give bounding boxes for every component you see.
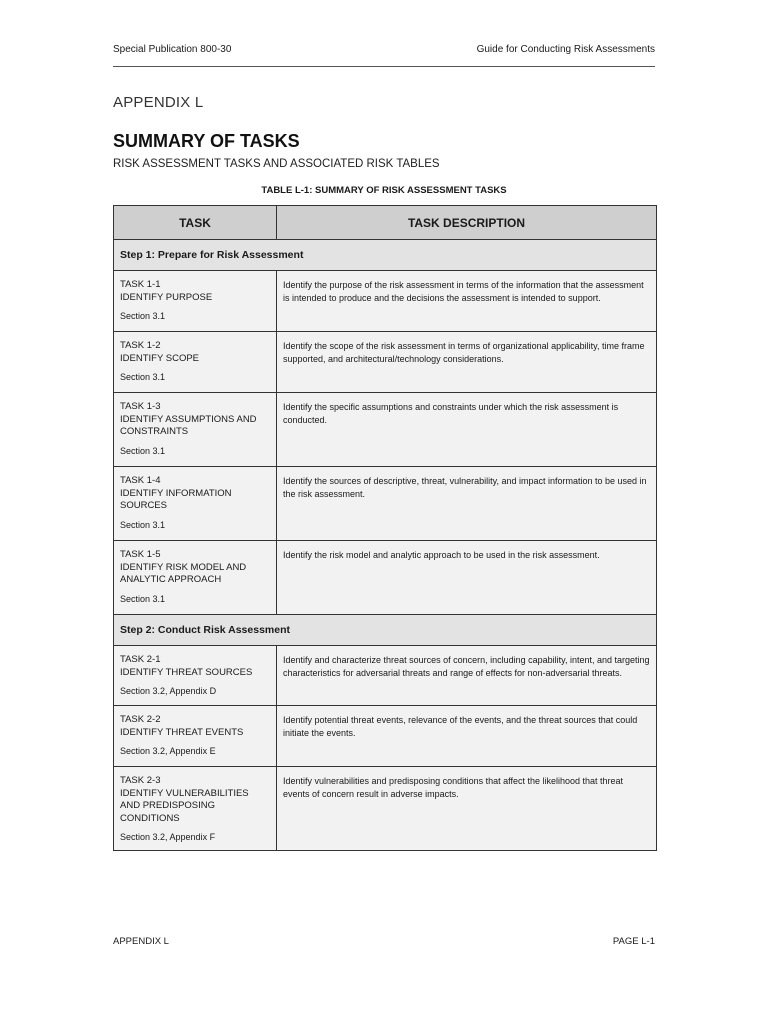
- task-cell: [114, 332, 277, 393]
- task-section: Section 3.2, Appendix F: [120, 832, 216, 842]
- task-section: Section 3.1: [120, 372, 166, 382]
- task-name: IDENTIFY VULNERABILITIES AND PREDISPOSING CONDITIONS: [120, 787, 249, 824]
- page-subtitle: RISK ASSESSMENT TASKS AND ASSOCIATED RISK TABLES: [113, 158, 440, 170]
- footer-appendix-label: APPENDIX L: [113, 936, 169, 947]
- document-title-label: Guide for Conducting Risk Assessments: [476, 44, 655, 55]
- task-cell: [114, 393, 277, 467]
- table-row: [114, 332, 657, 393]
- table-row: [114, 646, 657, 706]
- task-id: TASK 1-4: [120, 475, 161, 486]
- task-description: Identify the risk model and analytic approach to be used in the risk assessment.: [277, 541, 657, 615]
- step-title: Step 1: Prepare for Risk Assessment: [114, 240, 657, 271]
- table-row: [114, 393, 657, 467]
- task-section: Section 3.1: [120, 593, 166, 604]
- step-row: [114, 240, 657, 271]
- column-header-description: TASK DESCRIPTION: [277, 206, 657, 240]
- tasks-table-body: [114, 240, 657, 851]
- task-cell: [114, 541, 277, 615]
- task-description: Identify the sources of descriptive, threat, vulnerability, and impact information to be used in the risk assessment.: [277, 467, 657, 541]
- task-cell: [114, 467, 277, 541]
- table-row: [114, 541, 657, 615]
- task-cell: [114, 767, 277, 851]
- task-description: Identify and characterize threat sources of concern, including capability, intent, and targeting characteristics for adversarial threats and range of effects for non-adversarial threats.: [277, 646, 657, 706]
- task-id: TASK 2-1: [120, 654, 161, 665]
- task-name: IDENTIFY THREAT SOURCES: [120, 666, 253, 678]
- task-section: Section 3.1: [120, 519, 166, 530]
- task-id: TASK 1-3: [120, 401, 161, 412]
- task-name: IDENTIFY RISK MODEL AND ANALYTIC APPROACH: [120, 561, 247, 585]
- task-id: TASK 2-3: [120, 775, 161, 786]
- running-header: [113, 44, 655, 67]
- column-header-task: TASK: [114, 206, 277, 240]
- task-id: TASK 1-1: [120, 279, 161, 290]
- step-row: [114, 615, 657, 646]
- page-number: PAGE L-1: [612, 936, 655, 947]
- page-title: SUMMARY OF TASKS: [113, 131, 300, 151]
- task-cell: [114, 271, 277, 332]
- table-caption: TABLE L-1: SUMMARY OF RISK ASSESSMENT TASKS: [261, 185, 507, 196]
- task-id: TASK 2-2: [120, 714, 161, 725]
- task-name: IDENTIFY THREAT EVENTS: [120, 726, 244, 738]
- task-name: IDENTIFY SCOPE: [120, 352, 200, 364]
- task-name: IDENTIFY ASSUMPTIONS AND CONSTRAINTS: [120, 413, 257, 437]
- task-cell: [114, 706, 277, 767]
- task-description: Identify the scope of the risk assessment in terms of organizational applicability, time frame supported, and architectural/technology considerations.: [277, 332, 657, 393]
- tasks-table: [113, 205, 657, 851]
- table-row: [114, 271, 657, 332]
- table-row: [114, 767, 657, 851]
- task-description: Identify the specific assumptions and constraints under which the risk assessment is conducted.: [277, 393, 657, 467]
- table-row: [114, 706, 657, 767]
- task-section: Section 3.2, Appendix E: [120, 746, 216, 756]
- task-cell: [114, 646, 277, 706]
- publication-label: Special Publication 800-30: [113, 44, 232, 55]
- task-name: IDENTIFY INFORMATION SOURCES: [120, 487, 232, 511]
- task-id: TASK 1-2: [120, 340, 161, 351]
- task-description: Identify vulnerabilities and predisposing conditions that affect the likelihood that threat events of concern result in adverse impacts.: [277, 767, 657, 851]
- task-description: Identify potential threat events, relevance of the events, and the threat sources that could initiate the events.: [277, 706, 657, 767]
- table-header-row: [114, 206, 657, 240]
- task-section: Section 3.2, Appendix D: [120, 686, 217, 696]
- task-id: TASK 1-5: [120, 549, 161, 560]
- step-title: Step 2: Conduct Risk Assessment: [114, 615, 657, 646]
- appendix-heading: APPENDIX L: [113, 94, 204, 111]
- task-description: Identify the purpose of the risk assessment in terms of the information that the assessment is intended to produce and the decisions the assessment is intended to support.: [277, 271, 657, 332]
- task-section: Section 3.1: [120, 311, 166, 321]
- task-name: IDENTIFY PURPOSE: [120, 291, 213, 303]
- task-section: Section 3.1: [120, 445, 166, 456]
- table-row: [114, 467, 657, 541]
